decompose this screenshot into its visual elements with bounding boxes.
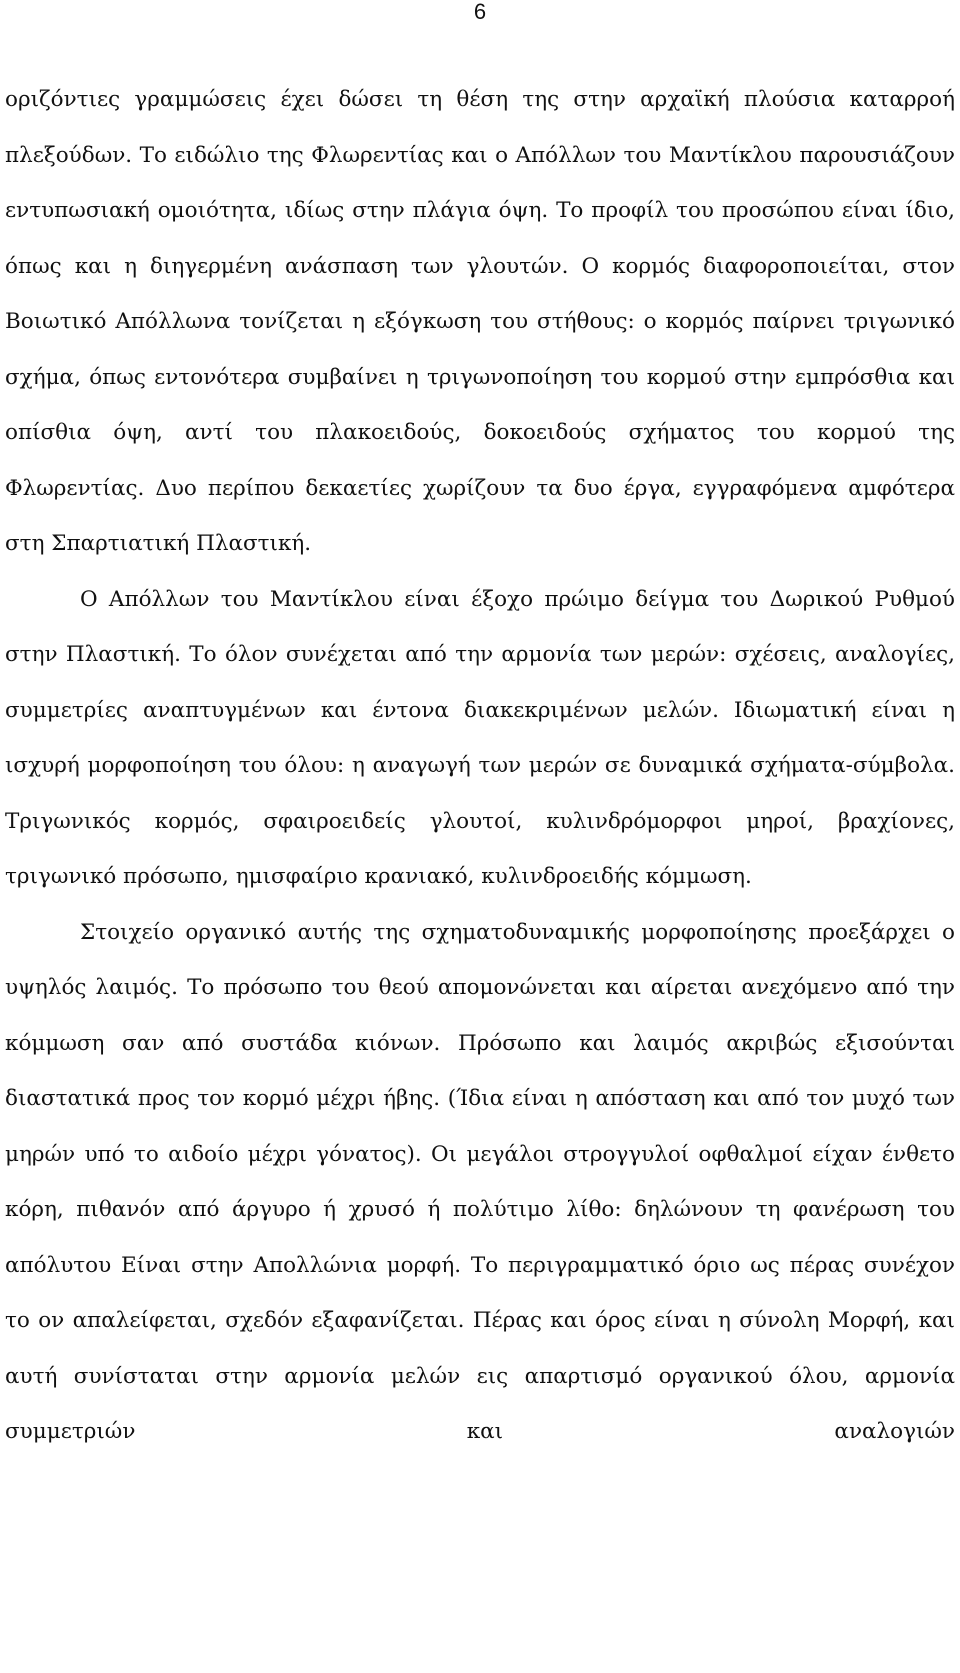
document-body bbox=[5, 72, 955, 1460]
page-number: 6 bbox=[473, 0, 487, 24]
paragraph-3: Στοιχείο οργανικό αυτής της σχηματοδυναμικής μορφοποίησης προεξάρχει ο υψηλός λαιμός. Το πρόσωπο του θεού απομονώνεται και αίρεται ανεχόμενο από την κόμμωση σαν από συστάδα κιόνων. Πρόσωπο και λαιμός ακριβώς εξισούνται διαστατικά προς τον κορμό μέχρι ήβης. (Ίδια είναι η απόσταση και από τον μυχό των μηρών υπό το αιδοίο μέχρι γόνατος). Οι μεγάλοι στρογγυλοί οφθαλμοί είχαν ένθετο κόρη, πιθανόν από άργυρο ή χρυσό ή πολύτιμο λίθο: δηλώνουν τη φανέρωση του απόλυτου Είναι στην Απολλώνια μορφή. Το περιγραμματικό όριο ως πέρας συνέχον το ον απαλείφεται, σχεδόν εξαφανίζεται. Πέρας και όρος είναι η σύνολη Μορφή, και αυτή συνίσταται στην αρμονία μελών εις απαρτισμό οργανικού όλου, αρμονία συμμετριών και αναλογιών bbox=[5, 919, 955, 1444]
paragraph-2: Ο Απόλλων του Μαντίκλου είναι έξοχο πρώιμο δείγμα του Δωρικού Ρυθμού στην Πλαστική. Το όλον συνέχεται από την αρμονία των μερών: σχέσεις, αναλογίες, συμμετρίες αναπτυγμένων και έντονα διακεκριμένων μελών. Ιδιωματική είναι η ισχυρή μορφοποίηση του όλου: η αναγωγή των μερών σε δυναμικά σχήματα-σύμβολα. Τριγωνικός κορμός, σφαιροειδείς γλουτοί, κυλινδρόμορφοι μηροί, βραχίονες, τριγωνικό πρόσωπο, ημισφαίριο κρανιακό, κυλινδροειδής κόμμωση. bbox=[5, 586, 955, 889]
paragraph-1: οριζόντιες γραμμώσεις έχει δώσει τη θέση της στην αρχαϊκή πλούσια καταρροή πλεξούδων. Το ειδώλιο της Φλωρεντίας και ο Απόλλων του Μαντίκλου παρουσιάζουν εντυπωσιακή ομοιότητα, ιδίως στην πλάγια όψη. Το προφίλ του προσώπου είναι ίδιο, όπως και η διηγερμένη ανάσπαση των γλουτών. Ο κορμός διαφοροποιείται, στον Βοιωτικό Απόλλωνα τονίζεται η εξόγκωση του στήθους: ο κορμός παίρνει τριγωνικό σχήμα, όπως εντονότερα συμβαίνει η τριγωνοποίηση του κορμού στην εμπρόσθια και οπίσθια όψη, αντί του πλακοειδούς, δοκοειδούς σχήματος του κορμού της Φλωρεντίας. Δυο περίπου δεκαετίες χωρίζουν τα δυο έργα, εγγραφόμενα αμφότερα στη Σπαρτιατική Πλαστική. bbox=[5, 87, 955, 556]
